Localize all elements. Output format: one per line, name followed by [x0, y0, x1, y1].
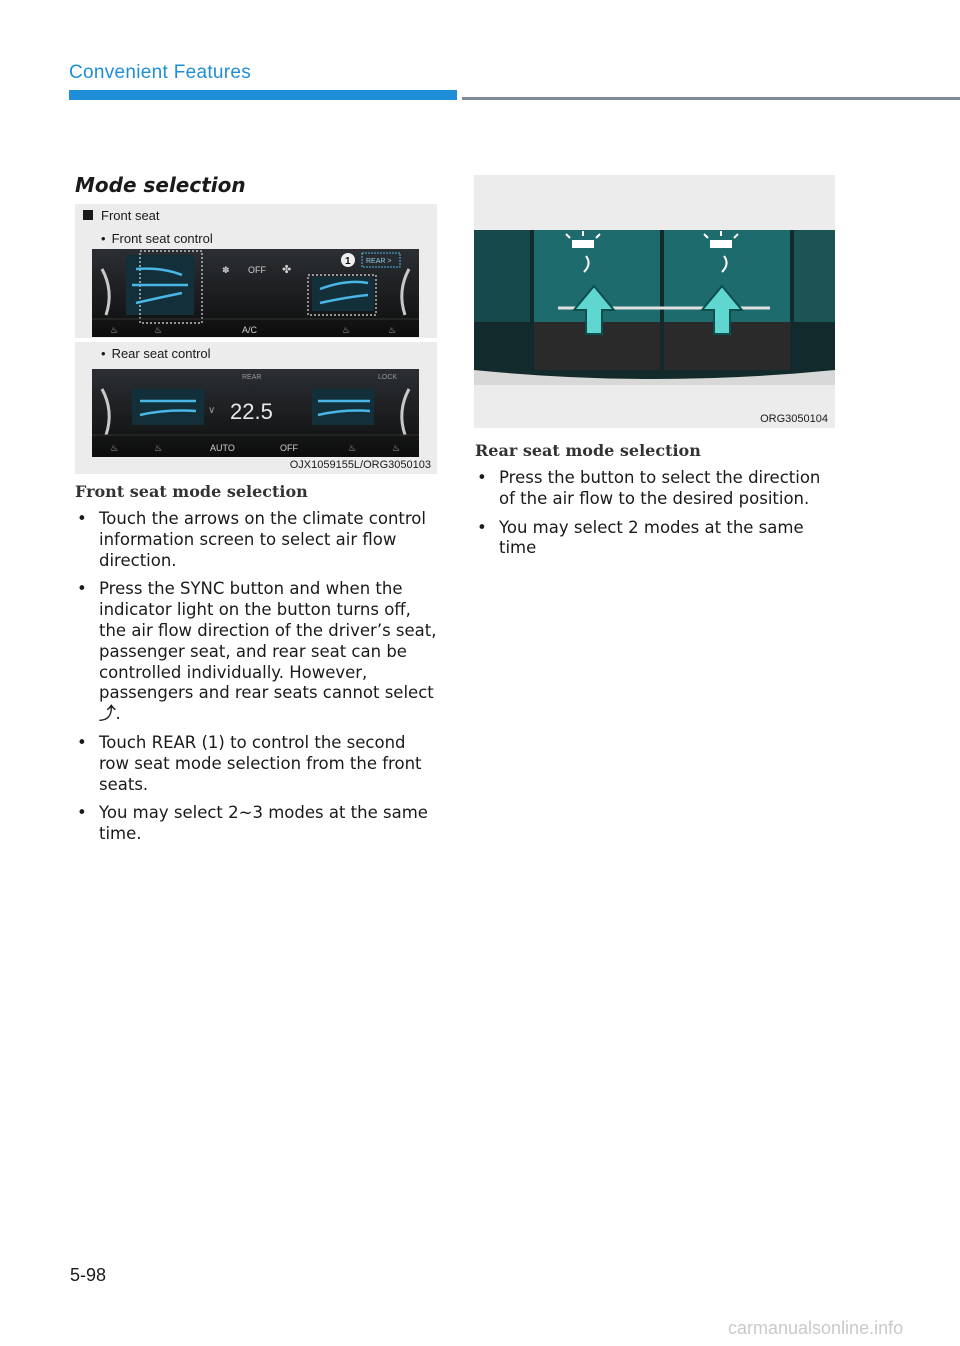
- figure-code: ORG3050104: [760, 413, 828, 425]
- header-bar-accent: [69, 90, 457, 100]
- bullet-square-icon: [83, 210, 93, 220]
- figure-label-text: Front seat: [101, 208, 160, 223]
- figure-sublabel: • Rear seat control: [101, 346, 211, 361]
- svg-text:✽: ✽: [222, 265, 230, 275]
- svg-text:♨: ♨: [348, 444, 357, 454]
- rear-mode-button-panel: [474, 230, 835, 385]
- figure-front-seat: [75, 204, 437, 338]
- front-mode-title: Front seat mode selection: [75, 482, 308, 501]
- panel-temperature: 22.5: [230, 399, 273, 424]
- panel-rear-title: REAR: [242, 374, 262, 381]
- list-item-text: Press the SYNC button and when the indicator light on the button turns off, the air flow direction of the driver’s seat, passenger seat, and rear seat can be controlled individually. However, passengers and rear seats cannot select: [99, 579, 437, 703]
- rear-mode-list: [475, 468, 837, 567]
- panel-off-label: OFF: [280, 443, 298, 453]
- figure-sublabel: • Front seat control: [101, 231, 213, 246]
- svg-text:♨: ♨: [154, 444, 163, 454]
- svg-text:∨: ∨: [208, 405, 216, 416]
- panel-auto-label: AUTO: [210, 443, 235, 453]
- list-item: • Press the button to select the direction of the air flow to the desired position.: [475, 468, 837, 510]
- section-title: Mode selection: [75, 173, 246, 197]
- figure-rear-mode-buttons: [474, 175, 835, 428]
- figure-label: [83, 208, 160, 223]
- svg-text:♨: ♨: [110, 326, 119, 336]
- panel-off-label: OFF: [248, 265, 266, 275]
- panel-ac-label: A/C: [242, 325, 258, 335]
- list-item: • Press the SYNC button and when the indicator light on the button turns off, the air flow direction of the driver’s seat, passenger seat, and rear seat can be controlled individually. However, passengers and rear seats cannot select ⤴.: [75, 579, 440, 725]
- figure-sublabel-text: Rear seat control: [111, 346, 211, 361]
- list-item: • Touch the arrows on the climate control information screen to select air flow direction.: [75, 509, 440, 571]
- watermark: carmanualsonline.info: [728, 1318, 904, 1338]
- callout-number: 1: [345, 256, 351, 267]
- svg-text:♨: ♨: [110, 444, 119, 454]
- page-number: 5-98: [70, 1265, 107, 1285]
- svg-text:♨: ♨: [154, 326, 163, 336]
- rear-mode-title: Rear seat mode selection: [475, 441, 701, 460]
- front-climate-panel: [92, 249, 419, 337]
- header-title: Convenient Features: [69, 62, 252, 83]
- list-item: • You may select 2~3 modes at the same time.: [75, 803, 440, 845]
- figure-rear-seat: [75, 342, 437, 474]
- panel-rear-label: REAR >: [366, 258, 392, 265]
- header-bar-rule: [462, 97, 960, 100]
- rear-mode-button-graphic: [474, 230, 835, 385]
- front-climate-panel-graphic: [92, 249, 419, 337]
- svg-text:♨: ♨: [392, 444, 401, 454]
- figure-code: OJX1059155L/ORG3050103: [289, 459, 431, 471]
- svg-text:♨: ♨: [342, 326, 351, 336]
- list-item: • You may select 2 modes at the same time: [475, 518, 837, 560]
- rear-climate-panel: [92, 369, 419, 457]
- list-item: • Touch REAR (1) to control the second row seat mode selection from the front seats.: [75, 733, 440, 795]
- svg-text:♨: ♨: [388, 326, 397, 336]
- rear-climate-panel-graphic: [92, 369, 419, 457]
- fan-icon: ✤: [282, 263, 292, 276]
- panel-lock-label: LOCK: [378, 374, 398, 381]
- front-mode-list: [75, 509, 440, 853]
- figure-sublabel-text: Front seat control: [111, 231, 213, 246]
- mode-arrow-icon: ⤴: [99, 704, 116, 724]
